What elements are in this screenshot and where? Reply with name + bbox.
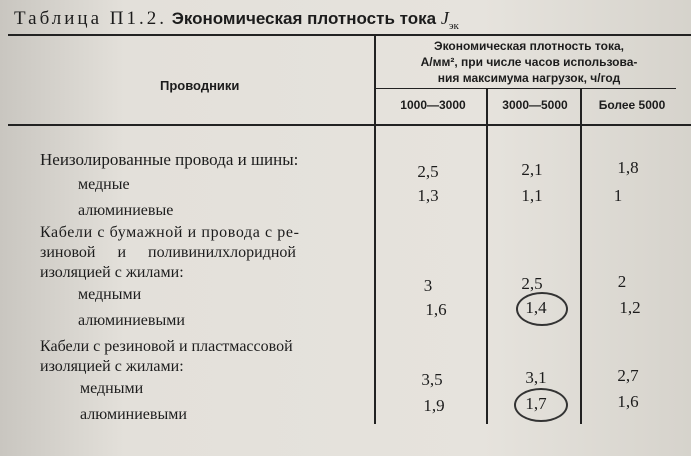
row-label-aluminum-2: алюминиевыми	[78, 312, 185, 329]
value-g2-r1-c3: 2	[617, 272, 627, 291]
rule-subheader	[376, 88, 676, 89]
value-g1-r1-c1: 2,5	[417, 162, 439, 181]
group-rubber-cables-line2: изоляцией с жилами:	[40, 358, 184, 375]
value-g1-r1-c2: 2,1	[521, 160, 543, 179]
value-g1-r2-c2: 1,1	[521, 186, 543, 205]
value-g2-r2-c3: 1,2	[619, 298, 641, 317]
title-subscript: эк	[448, 19, 459, 32]
value-g2-r1-c1: 3	[423, 276, 433, 295]
rule-top	[8, 34, 691, 36]
rule-header-bottom	[8, 124, 691, 126]
header-col-3: Более 5000	[598, 98, 666, 112]
header-conductors: Проводники	[160, 78, 240, 93]
value-g2-r1-c2: 2,5	[521, 274, 543, 293]
row-label-copper-3: медными	[80, 380, 144, 397]
value-g3-r2-c1: 1,9	[423, 396, 445, 415]
header-col-1: 1000—3000	[400, 98, 466, 112]
pen-circle-annotation-2	[514, 388, 568, 422]
header-density	[384, 38, 674, 86]
row-label-copper-1: медные	[78, 176, 130, 193]
value-g1-r1-c3: 1,8	[617, 158, 639, 177]
value-g2-r2-c1: 1,6	[425, 300, 447, 319]
header-density-line2: А/мм², при числе часов использова-	[420, 55, 638, 69]
value-g1-r2-c1: 1,3	[417, 186, 439, 205]
value-g2-r2-c2: 1,4	[525, 298, 547, 317]
header-col-2: 3000—5000	[502, 98, 568, 112]
value-g3-r1-c1: 3,5	[421, 370, 443, 389]
row-label-aluminum-3: алюминиевыми	[80, 406, 187, 423]
group-rubber-cables-line1: Кабели с резиновой и пластмассовой	[40, 338, 293, 355]
title-lead: Таблица П1.2.	[14, 8, 167, 29]
title-main: Экономическая плотность тока	[171, 9, 437, 28]
rule-col-3	[580, 88, 582, 424]
value-g3-r1-c2: 3,1	[525, 368, 547, 387]
title-symbol: J	[440, 8, 449, 28]
row-label-copper-2: медными	[78, 286, 142, 303]
header-density-line3: ния максимума нагрузок, ч/год	[437, 71, 621, 85]
group-bare-wires: Неизолированные провода и шины:	[40, 150, 299, 169]
value-g3-r2-c3: 1,6	[617, 392, 639, 411]
pen-circle-annotation-1	[516, 292, 568, 326]
rule-col-2	[486, 88, 488, 424]
table-title	[14, 8, 459, 32]
value-g3-r2-c2: 1,7	[525, 394, 547, 413]
group-paper-cables-line3: изоляцией с жилами:	[40, 264, 184, 281]
value-g3-r1-c3: 2,7	[617, 366, 639, 385]
row-label-aluminum-1: алюминиевые	[78, 202, 174, 219]
rule-col-1	[374, 34, 376, 424]
header-density-line1: Экономическая плотность тока,	[434, 39, 624, 53]
value-g1-r2-c3: 1	[613, 186, 623, 205]
group-paper-cables-line1: Кабели с бумажной и провода с ре-	[40, 224, 300, 241]
group-paper-cables-line2: зиновой и поливинилхлоридной	[40, 244, 296, 261]
